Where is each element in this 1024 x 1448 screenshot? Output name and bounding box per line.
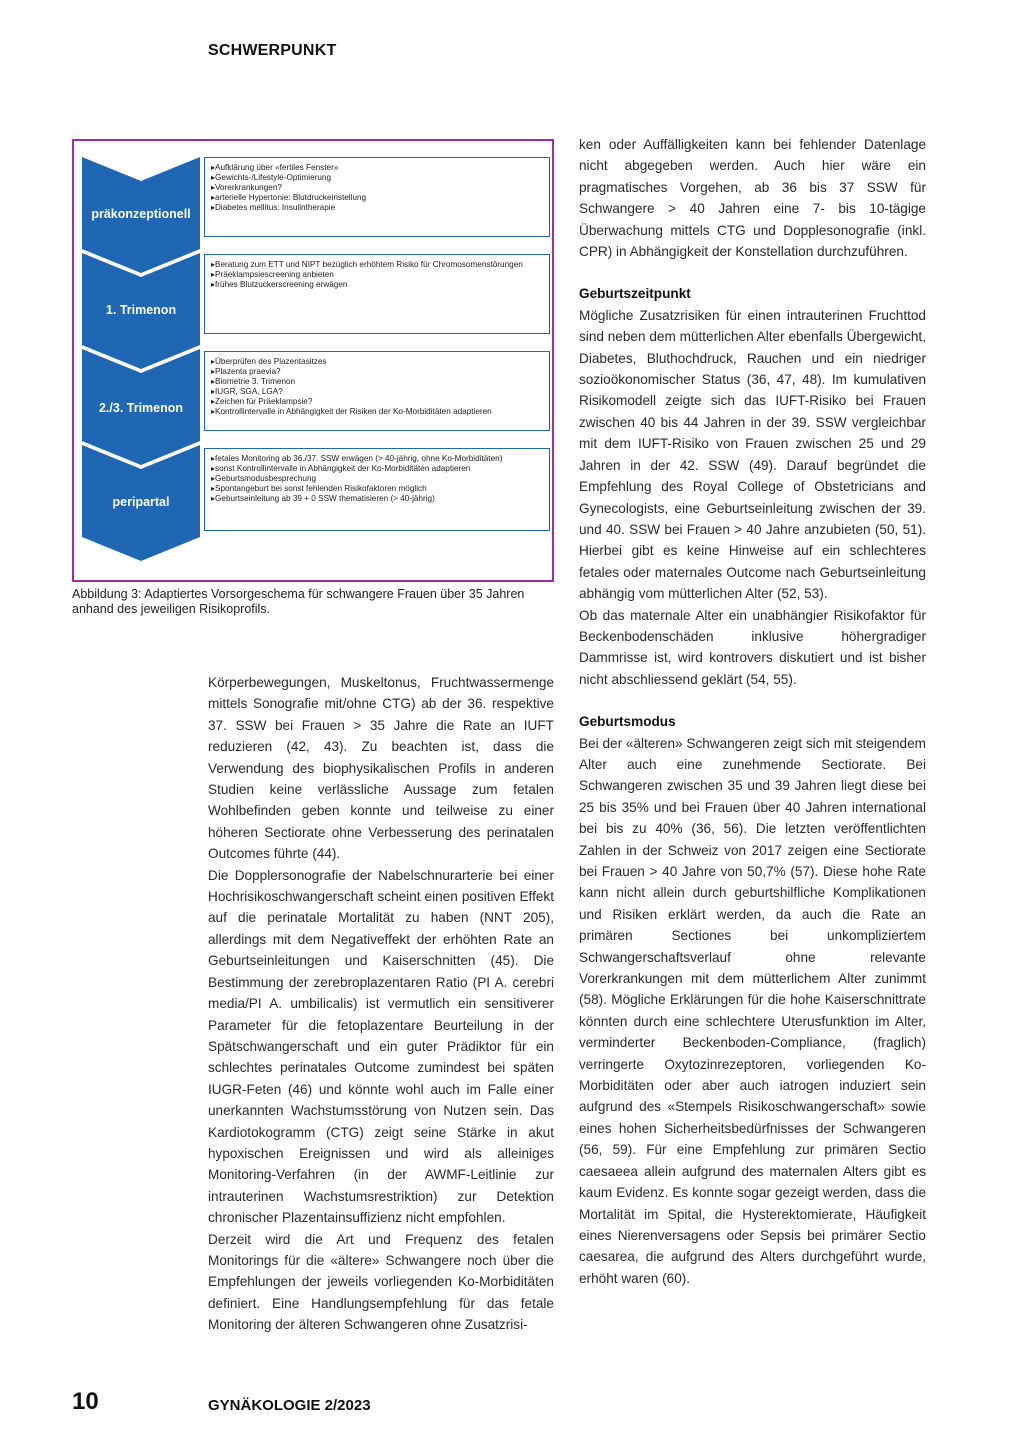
body-paragraph: Die Dopplersonografie der Nabelschnurarterie bei einer Hochrisikoschwangerschaft scheint einen positiven Effekt auf die perinatale Mortalität zu haben (NNT 205), allerdings mit dem Negativeffekt der erhöhten Rate an Geburtseinleitungen und Kaiserschnitten (45). Die Bestimmung der zerebroplazentaren Ratio (PI A. cerebri media/PI A. umbilicalis) ist vermutlich ein sensitiverer Parameter für die fetoplazentare Beurteilung in der Spätschwangerschaft und ein guter Prädiktor für ein schlechtes perinatales Outcome zumindest bei späten IUGR-Feten (46) und könnte wohl auch im Falle einer unerkannten Wachstumsstörung von Nutzen sein. Das Kardiotokogramm (CTG) zeigt seine Stärke in akut hypoxischen Ereignissen und wird als alleiniges Monitoring-Verfahren (in der AWMF-Leitlinie zur intrauterinen Wachstumsrestriktion) zur Detektion chronischer Plazentainsuffizienz nicht empfohlen. <box>208 867 554 1226</box>
stage-item: ▸ Präeklampsiescreening anbieten <box>211 270 543 280</box>
stage-box <box>204 254 550 334</box>
stage-item: ▸ Spontangeburt bei sonst fehlenden Risikofaktoren möglich <box>211 484 543 494</box>
section-heading: Geburtszeitpunkt <box>579 286 691 302</box>
stage-item: ▸ Kontrollintervalle in Abhängigkeit der Risiken der Ko-Morbiditäten adaptieren <box>211 407 543 417</box>
stage-item: ▸ Vorerkrankungen? <box>211 183 543 193</box>
left-column <box>208 672 554 1336</box>
chevron-stage-4 <box>82 445 200 563</box>
stage-box <box>204 157 550 237</box>
stage-label: 1. Trimenon <box>105 303 177 317</box>
journal-title: GYNÄKOLOGIE 2/2023 <box>208 1397 371 1414</box>
body-paragraph: Derzeit wird die Art und Frequenz des fetalen Monitorings für die «ältere» Schwangere noch über die Empfehlungen der jeweils vorliegenden Ko-Morbiditäten definiert. Eine Handlungsempfehlung für das fetale Monitoring der älteren Schwangeren ohne Zusatzrisi- <box>208 1231 554 1333</box>
body-paragraph: Mögliche Zusatzrisiken für einen intrauterinen Fruchttod sind neben dem mütterlichen Alter ebenfalls Übergewicht, Diabetes, Bluthochdruck, Rauchen und ein niedriger sozioökonomischer Status (36, 47, 48). Im kumulativen Risikomodell zeigte sich das IUFT-Risiko bei Frauen zwischen 40 bis 44 Jahren in der 39. SSW vergleichbar mit dem IUFT-Risiko von Frauen zwischen 25 und 29 Jahren in der 42. SSW (49). Darauf begründet die Empfehlung des Royal College of Obstetricians and Gynecologists, eine Geburtseinleitung zwischen der 39. und 40. SSW bei Frauen > 40 Jahre anzubieten (50, 51). Hierbei gibt es keine Hinweise auf ein schlechteres fetales oder maternales Outcome nach Geburtseinleitung abhängig vom mütterlichen Alter (52, 53). <box>579 307 926 602</box>
stage-label: präkonzeptionell <box>91 207 191 221</box>
body-paragraph: ken oder Auffälligkeiten kann bei fehlender Datenlage nicht abgegeben werden. Auch hier wäre ein pragmatisches Vorgehen, ab 36 bis 37 SSW für Schwangere > 40 Jahren eine 7- bis 10-tägige Überwachung mittels CTG und Dopplesonografie (inkl. CPR) in Abhängigkeit der Konstellation durchzuführen. <box>579 137 926 260</box>
stage-item: ▸ IUGR, SGA, LGA? <box>211 387 543 397</box>
figure-caption: Abbildung 3: Adaptiertes Vorsorgeschema für schwangere Frauen über 35 Jahren anhand des jeweiligen Risikoprofils. <box>72 587 525 616</box>
section-header: SCHWERPUNKT <box>208 42 337 59</box>
stage-item: ▸ sonst Kontrollintervalle in Abhängigkeit der Ko-Morbiditäten adaptieren <box>211 464 543 474</box>
body-paragraph: Bei der «älteren» Schwangeren zeigt sich mit steigendem Alter auch eine zunehmende Sectiorate. Bei Schwangeren zwischen 35 und 39 Jahren liegt diese bei 25 bis 35% und bei Frauen über 40 Jahren international bei bis zu 40% (36, 56). Die letzten veröffentlichten Zahlen in der Schweiz von 2017 zeigen eine Sectiorate bei Frauen > 40 Jahre von 50,7% (57). Diese hohe Rate kann nicht allein durch geburtshilfliche Komplikationen und Risiken erklärt werden, da auch die Rate an primären Sectiones bei unkompliziertem Schwangerschaftsverlauf ohne relevante Vorerkrankungen mit dem mütterlichem Alter zunimmt (58). Mögliche Erklärungen für die hohe Kaiserschnittrate könnten durch eine schlechtere Uterusfunktion im Alter, verminderter Beckenboden-Compliance, (fraglich) verringerte Oxytozinrezeptoren, vorliegenden Ko-Morbiditäten oder aber auch iatrogen induziert sein aufgrund des «Stempels Risikoschwangerschaft» sowie eines hohen Sicherheitsbedürfnisses der Schwangeren (56, 59). Für eine Empfehlung zur primären Sectio caesaeea allein aufgrund des maternalen Alters gibt es kaum Evidenz. Es konnte sogar gezeigt werden, dass die Mortalität im Spital, die Hysterektomierate, Häufigkeit eines Nierenversagens oder Sepsis bei primärer Sectio caesarea, die aufgrund des Alters durchgeführt wurde, erhöht waren (60). <box>579 735 926 1286</box>
stage-item: ▸ frühes Blutzuckerscreening erwägen <box>211 280 543 290</box>
stage-label: peripartal <box>112 495 170 509</box>
stage-item: ▸ Zeichen für Präeklampsie? <box>211 397 543 407</box>
stage-item: ▸ Biometrie 3. Trimenon <box>211 377 543 387</box>
stage-item: ▸ Geburtsmodusbesprechung <box>211 474 543 484</box>
stage-box <box>204 351 550 431</box>
page-number: 10 <box>72 1388 99 1415</box>
stage-item: ▸ Plazenta praevia? <box>211 367 543 377</box>
stage-item: ▸ Überprüfen des Plazentasitzes <box>211 357 543 367</box>
figure-frame <box>72 139 554 582</box>
stage-item: ▸ fetales Monitoring ab 36./37. SSW erwägen (> 40-jährig, ohne Ko-Morbiditäten) <box>211 454 543 464</box>
stage-item: ▸ Beratung zum ETT und NIPT bezüglich erhöhtem Risiko für Chromosomenstörungen <box>211 260 543 270</box>
stage-item: ▸ Gewichts-/Lifestyle-Optimierung <box>211 173 543 183</box>
stage-item: ▸ Diabetes mellitus: Insulintherapie <box>211 203 543 213</box>
stage-label: 2./3. Trimenon <box>98 401 184 415</box>
body-paragraph: Ob das maternale Alter ein unabhängier Risikofaktor für Beckenbodenschäden inklusive höhergradiger Dammrisse ist, wird kontrovers diskutiert und ist bisher nicht abschliessend geklärt (54, 55). <box>579 607 926 687</box>
section-heading: Geburtsmodus <box>579 714 676 730</box>
right-column <box>579 134 926 1289</box>
stage-item: ▸ Aufklärung über «fertiles Fenster» <box>211 163 543 173</box>
body-paragraph: Körperbewegungen, Muskeltonus, Fruchtwassermenge mittels Sonografie mit/ohne CTG) ab der 36. respektive 37. SSW bei Frauen > 35 Jahre die Rate an IUFT reduzieren (42, 43). Zu beachten ist, dass die Verwendung des biophysikalischen Profils in anderen Studien keine verlässliche Aussage zum fetalen Wohlbefinden geben konnte und teilweise zu einer höheren Sectiorate ohne Verbesserung des perinatalen Outcomes führte (44). <box>208 675 554 862</box>
stage-item: ▸ Geburtseinleitung ab 39 + 0 SSW thematisieren (> 40-jährig) <box>211 494 543 504</box>
stage-item: ▸ arterielle Hypertonie: Blutdruckeinstellung <box>211 193 543 203</box>
stage-box <box>204 448 550 531</box>
